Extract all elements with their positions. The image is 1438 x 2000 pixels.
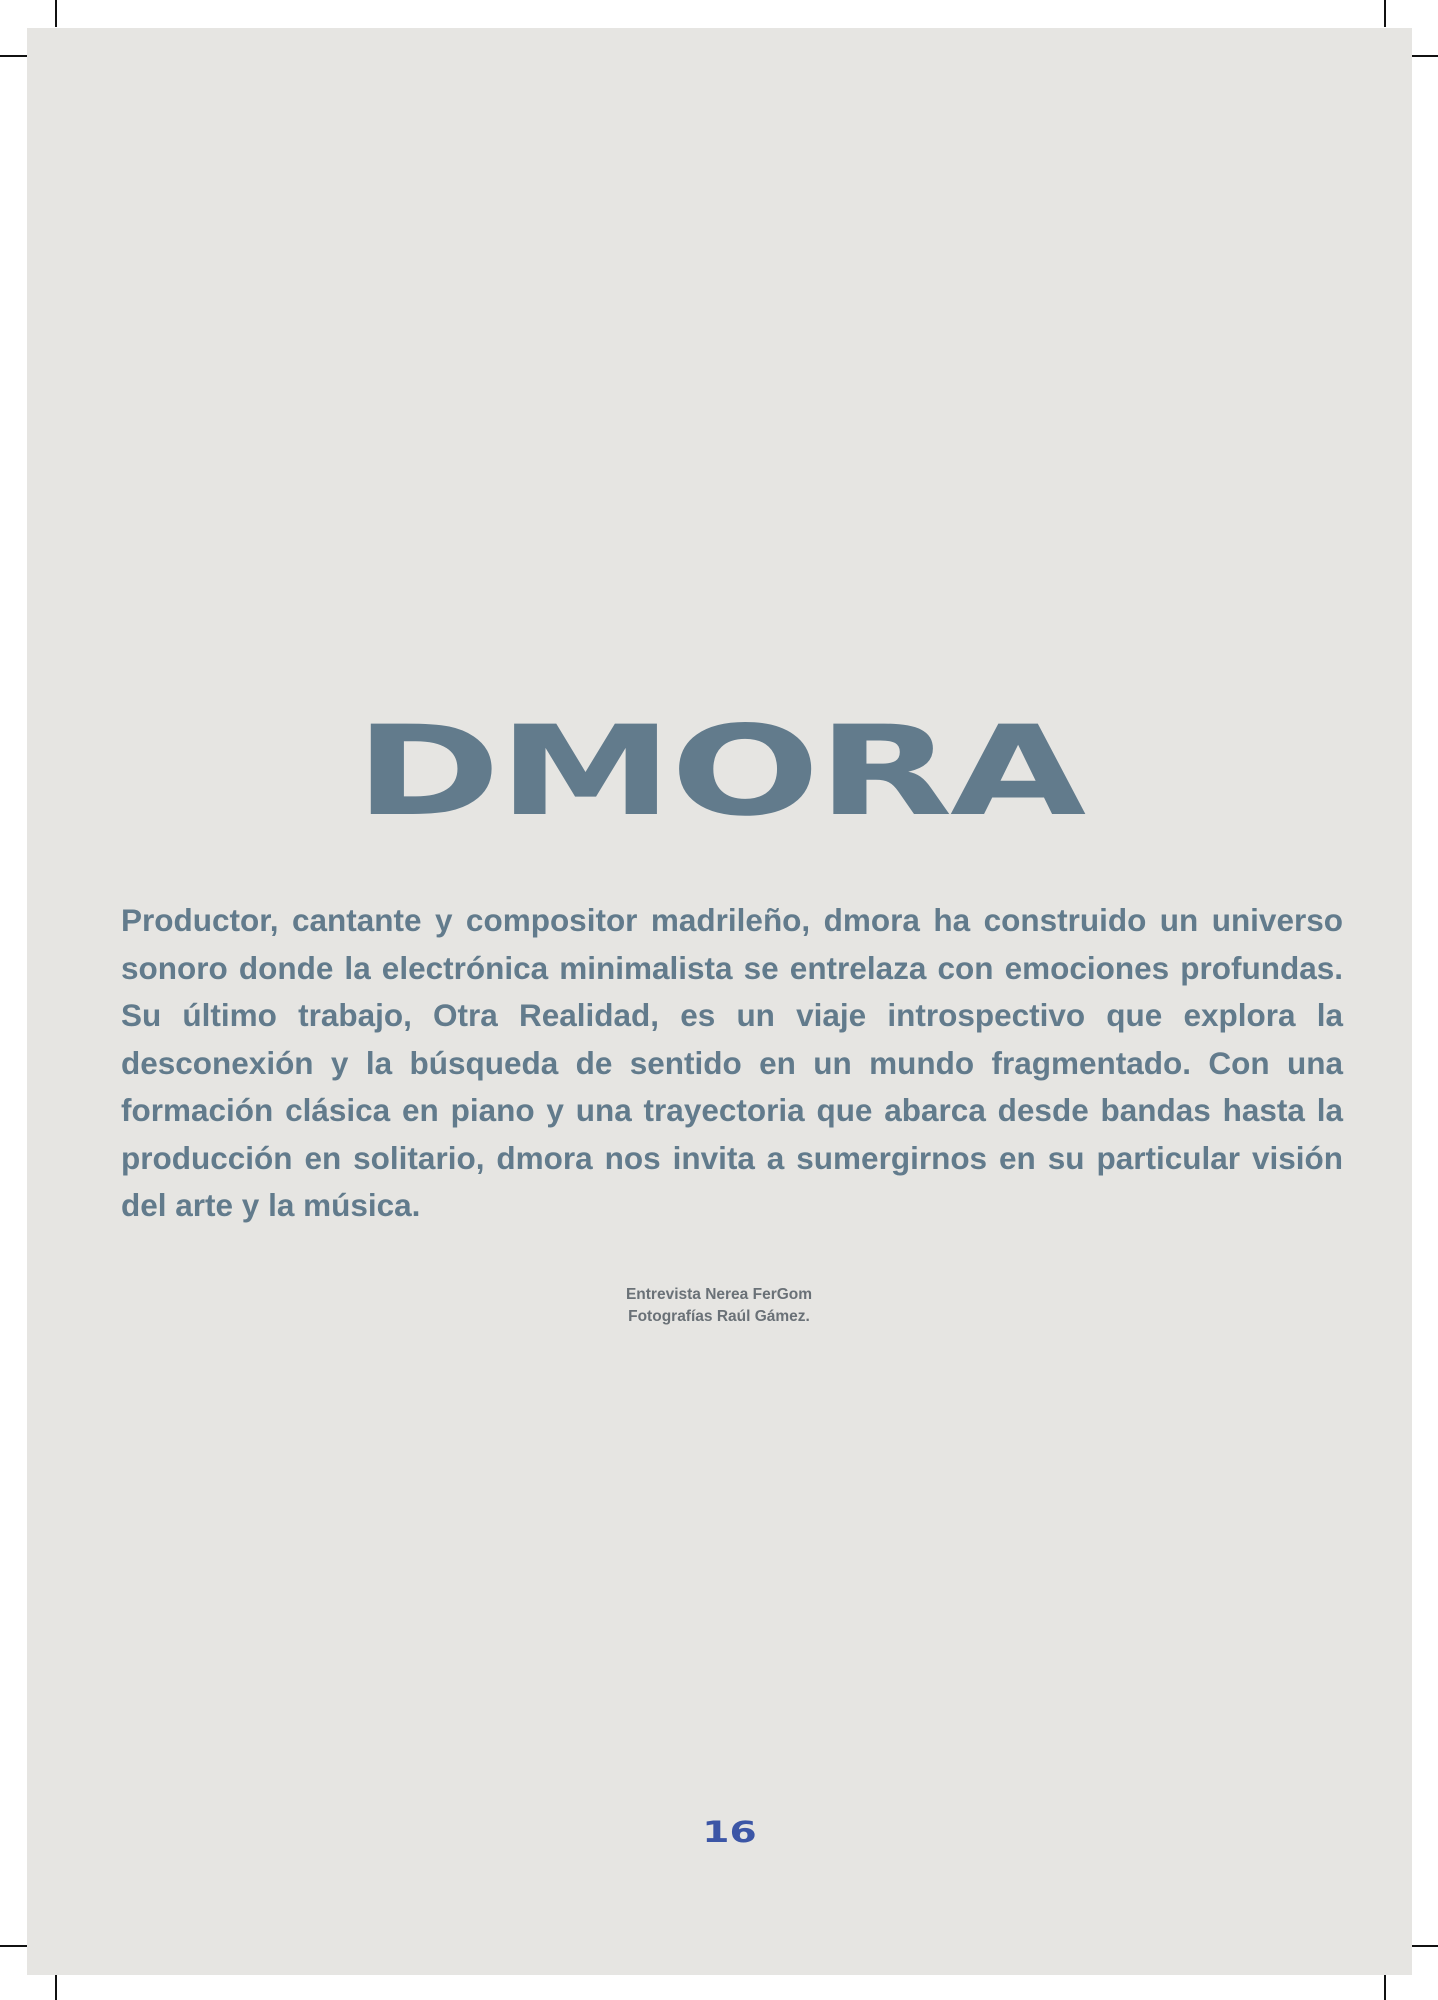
crop-mark-top-left-horizontal bbox=[0, 55, 27, 57]
crop-mark-top-left-vertical bbox=[55, 0, 57, 27]
article-title: DMORA bbox=[354, 700, 1084, 844]
article-intro: Productor, cantante y compositor madrileño, dmora ha construido un universo sonoro donde la electrónica minimalista se entrelaza con emociones profundas. Su último trabajo, Otra Realidad, es un viaje introspectivo que explora la desconexión y la búsqueda de sentido en un mundo fragmentado. Con una formación clásica en piano y una trayectoria que abarca desde bandas hasta la producción en solitario, dmora nos invita a sumergirnos en su particular visión del arte y la música. bbox=[121, 902, 1343, 1223]
photo-credit: Fotografías Raúl Gámez. bbox=[628, 1308, 810, 1325]
crop-mark-top-right-horizontal bbox=[1411, 55, 1438, 57]
crop-mark-bottom-right-vertical bbox=[1384, 1973, 1386, 2000]
crop-mark-bottom-left-horizontal bbox=[0, 1945, 27, 1947]
page-number: 16 bbox=[702, 1815, 757, 1849]
interview-credit: Entrevista Nerea FerGom bbox=[625, 1286, 813, 1303]
crop-mark-bottom-right-horizontal bbox=[1411, 1945, 1438, 1947]
crop-mark-top-right-vertical bbox=[1384, 0, 1386, 27]
article-credits bbox=[0, 1284, 1438, 1328]
crop-mark-bottom-left-vertical bbox=[55, 1973, 57, 2000]
